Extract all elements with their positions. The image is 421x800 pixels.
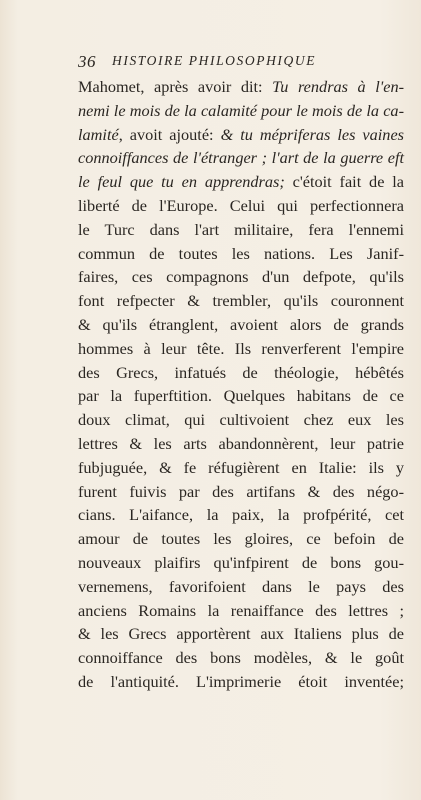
text-segment: amour de toutes les gloires, ce befoin de xyxy=(78,529,404,549)
text-segment: connoiffance des bons modèles, & le goût xyxy=(78,648,404,668)
text-segment: & qu'ils étranglent, avoient alors de grands xyxy=(78,314,404,334)
text-line xyxy=(78,599,404,623)
italic-text-segment: connoiffances de l'étranger ; l'art de la guerre eft xyxy=(78,148,404,168)
page-header xyxy=(78,52,408,72)
text-line xyxy=(78,337,404,361)
running-head: HISTOIRE PHILOSOPHIQUE xyxy=(112,53,317,68)
text-line xyxy=(78,123,404,147)
text-segment: des Grecs, infatués de théologie, hébêtés xyxy=(78,362,404,382)
text-line xyxy=(78,408,404,432)
text-line xyxy=(78,646,404,670)
body-text xyxy=(78,75,404,694)
text-line xyxy=(78,384,404,408)
text-segment: , avoit ajouté: xyxy=(118,124,221,144)
text-segment: anciens Romains la renaiffance des lettres ; xyxy=(78,600,404,620)
text-line xyxy=(78,265,404,289)
text-line xyxy=(78,242,404,266)
text-segment: commun de toutes les nations. Les Janif- xyxy=(78,243,404,263)
text-line xyxy=(78,289,404,313)
text-segment: le Turc dans l'art militaire, fera l'ennemi xyxy=(78,219,404,239)
page-number: 36 xyxy=(78,52,96,71)
text-line xyxy=(78,575,404,599)
text-segment: lettres & les arts abandonnèrent, leur patrie xyxy=(78,433,404,453)
text-segment: fubjuguée, & fe réfugièrent en Italie: ils y xyxy=(78,457,404,477)
italic-text-segment: lamité xyxy=(78,124,119,144)
text-segment: doux climat, qui cultivoient chez eux les xyxy=(78,410,404,430)
text-segment: Mahomet, après avoir dit: xyxy=(78,77,273,96)
text-segment: font refpecter & trembler, qu'ils couronnent xyxy=(78,291,404,311)
text-line xyxy=(78,527,404,551)
text-line xyxy=(78,218,404,242)
text-line xyxy=(78,432,404,456)
text-line xyxy=(78,146,404,170)
text-segment: furent fuivis par des artifans & des négo- xyxy=(78,481,404,501)
text-line xyxy=(78,361,404,385)
text-line xyxy=(78,194,404,218)
text-line xyxy=(78,75,404,99)
text-segment: par la fuperftition. Quelques habitans de ce xyxy=(78,386,404,406)
text-line xyxy=(78,622,404,646)
text-segment: faires, ces compagnons d'un defpote, qu'ils xyxy=(78,267,404,287)
text-line xyxy=(78,170,404,194)
text-segment: hommes à leur tête. Ils renverferent l'empire xyxy=(78,338,404,358)
text-segment: liberté de l'Europe. Celui qui perfectionnera xyxy=(78,195,404,215)
text-segment: nouveaux plaifirs qu'infpirent de bons gou- xyxy=(78,552,404,572)
text-line xyxy=(78,670,404,694)
text-segment: & les Grecs apportèrent aux Italiens plus de xyxy=(78,624,404,644)
text-segment: cians. L'aifance, la paix, la profpérité, cet xyxy=(78,505,404,525)
italic-text-segment: le feul que tu en apprendras; xyxy=(78,172,285,192)
text-line xyxy=(78,551,404,575)
text-segment: vernemens, favorifoient dans le pays des xyxy=(78,576,404,596)
text-line xyxy=(78,503,404,527)
text-line xyxy=(78,313,404,337)
text-line xyxy=(78,480,404,504)
italic-text-segment: & tu mépriferas les vaines xyxy=(220,124,405,144)
text-segment: de l'antiquité. L'imprimerie étoit inventée; xyxy=(78,671,404,691)
italic-text-segment: nemi le mois de la calamité pour le mois de la ca- xyxy=(78,100,404,120)
text-line xyxy=(78,99,404,123)
text-line xyxy=(78,456,404,480)
text-segment: c'étoit fait de la xyxy=(284,172,404,192)
italic-text-segment: Tu rendras à l'en- xyxy=(272,77,405,96)
